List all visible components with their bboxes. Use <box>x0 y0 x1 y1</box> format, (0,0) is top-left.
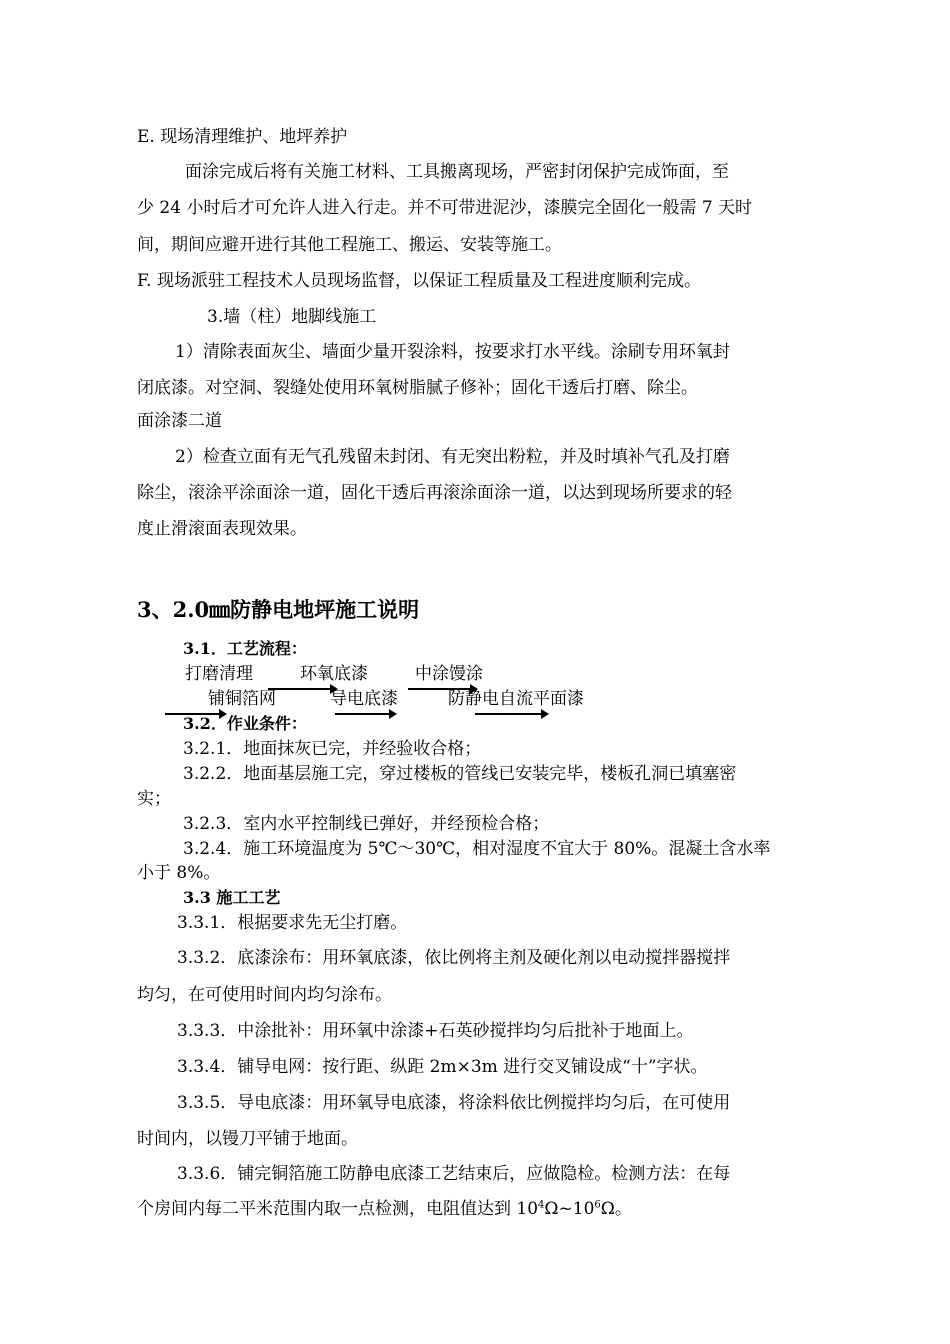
paragraph-line: 2）检查立面有无气孔残留未封闭、有无突出粉粒，并及时填补气孔及打磨 <box>175 447 730 467</box>
resistance-exponent: 4 <box>538 1199 545 1211</box>
paragraph-line: 面涂完成后将有关施工材料、工具搬离现场，严密封闭保护完成饰面，至 <box>185 162 729 182</box>
flow-step-1: 打磨清理 <box>185 664 253 684</box>
flow-arrow-icon <box>335 713 395 715</box>
flow-heading: 3.1．工艺流程： <box>183 639 307 658</box>
paragraph-line: 除尘，滚涂平涂面涂一道，固化干透后再滚涂面涂一道，以达到现场所要求的轻 <box>137 483 732 503</box>
conditions-heading: 3.2．作业条件： <box>183 714 307 733</box>
paragraph-line: 间，期间应避开进行其他工程施工、搬运、安装等施工。 <box>137 235 562 255</box>
process-item: 3.3.2．底漆涂布：用环氧底漆，依比例将主剂及硬化剂以电动搅拌器搅拌 <box>177 948 731 968</box>
flow-step-4: 铺铜箔网 <box>208 689 276 709</box>
subsection-heading: 3.墙（柱）地脚线施工 <box>207 307 377 327</box>
paragraph-line: 闭底漆。对空洞、裂缝处使用环氧树脂腻子修补；固化干透后打磨、除尘。 <box>137 378 698 398</box>
process-heading: 3.3 施工工艺 <box>183 888 281 907</box>
resistance-text-pre: 个房间内每二平米范围内取一点检测，电阻值达到 10 <box>137 1199 539 1219</box>
section-f-heading: F. 现场派驻工程技术人员现场监督，以保证工程质量及工程进度顺利完成。 <box>137 271 701 291</box>
paragraph-line: 度止滑滚面表现效果。 <box>137 519 307 539</box>
process-item: 3.3.3．中涂批补：用环氧中涂漆+石英砂搅拌均匀后批补于地面上。 <box>177 1021 694 1041</box>
condition-item: 3.2.2．地面基层施工完，穿过楼板的管线已安装完毕，楼板孔洞已填塞密 <box>183 764 737 784</box>
flow-arrow-icon <box>268 688 336 690</box>
paragraph-line: 1）清除表面灰尘、墙面少量开裂涂料，按要求打水平线。涂刷专用环氧封 <box>175 342 730 362</box>
process-item: 3.3.1．根据要求先无尘打磨。 <box>177 913 408 933</box>
flow-step-2: 环氧底漆 <box>300 664 368 684</box>
flow-step-5: 导电底漆 <box>330 689 398 709</box>
section-title: 3、2.0㎜防静电地坪施工说明 <box>137 597 420 622</box>
process-item: 3.3.5．导电底漆：用环氧导电底漆，将涂料依比例搅拌均匀后，在可使用 <box>177 1093 731 1113</box>
process-item: 时间内，以镘刀平铺于地面。 <box>137 1129 358 1149</box>
flow-step-3: 中涂馒涂 <box>415 664 483 684</box>
flow-arrow-icon <box>475 713 547 715</box>
resistance-text-mid: Ω~10 <box>544 1199 595 1219</box>
process-item: 均匀，在可使用时间内均匀涂布。 <box>137 985 392 1005</box>
condition-item: 3.2.3．室内水平控制线已弹好，并经预检合格； <box>183 814 550 834</box>
condition-item: 小于 8%。 <box>137 863 221 883</box>
process-item: 3.3.4．铺导电网：按行距、纵距 2m×3m 进行交叉铺设成“十”字状。 <box>177 1057 708 1077</box>
condition-item: 3.2.1．地面抹灰已完，并经验收合格； <box>183 739 482 759</box>
condition-item: 3.2.4．施工环境温度为 5℃～30℃，相对湿度不宜大于 80%。混凝土含水率 <box>183 839 771 859</box>
flow-step-6: 防静电自流平面漆 <box>448 689 584 709</box>
condition-item: 实； <box>137 789 171 809</box>
process-item: 3.3.6．铺完铜箔施工防静电底漆工艺结束后，应做隐检。检测方法：在每 <box>177 1164 731 1184</box>
section-e-heading: E. 现场清理维护、地坪养护 <box>137 127 348 147</box>
resistance-exponent: 6 <box>594 1199 601 1211</box>
process-item-resistance <box>137 1198 632 1220</box>
paragraph-line: 少 24 小时后才可允许人进入行走。并不可带进泥沙，漆膜完全固化一般需 7 天时 <box>137 198 753 218</box>
resistance-text-post: Ω。 <box>600 1199 632 1219</box>
paragraph-line: 面涂漆二道 <box>137 411 222 431</box>
